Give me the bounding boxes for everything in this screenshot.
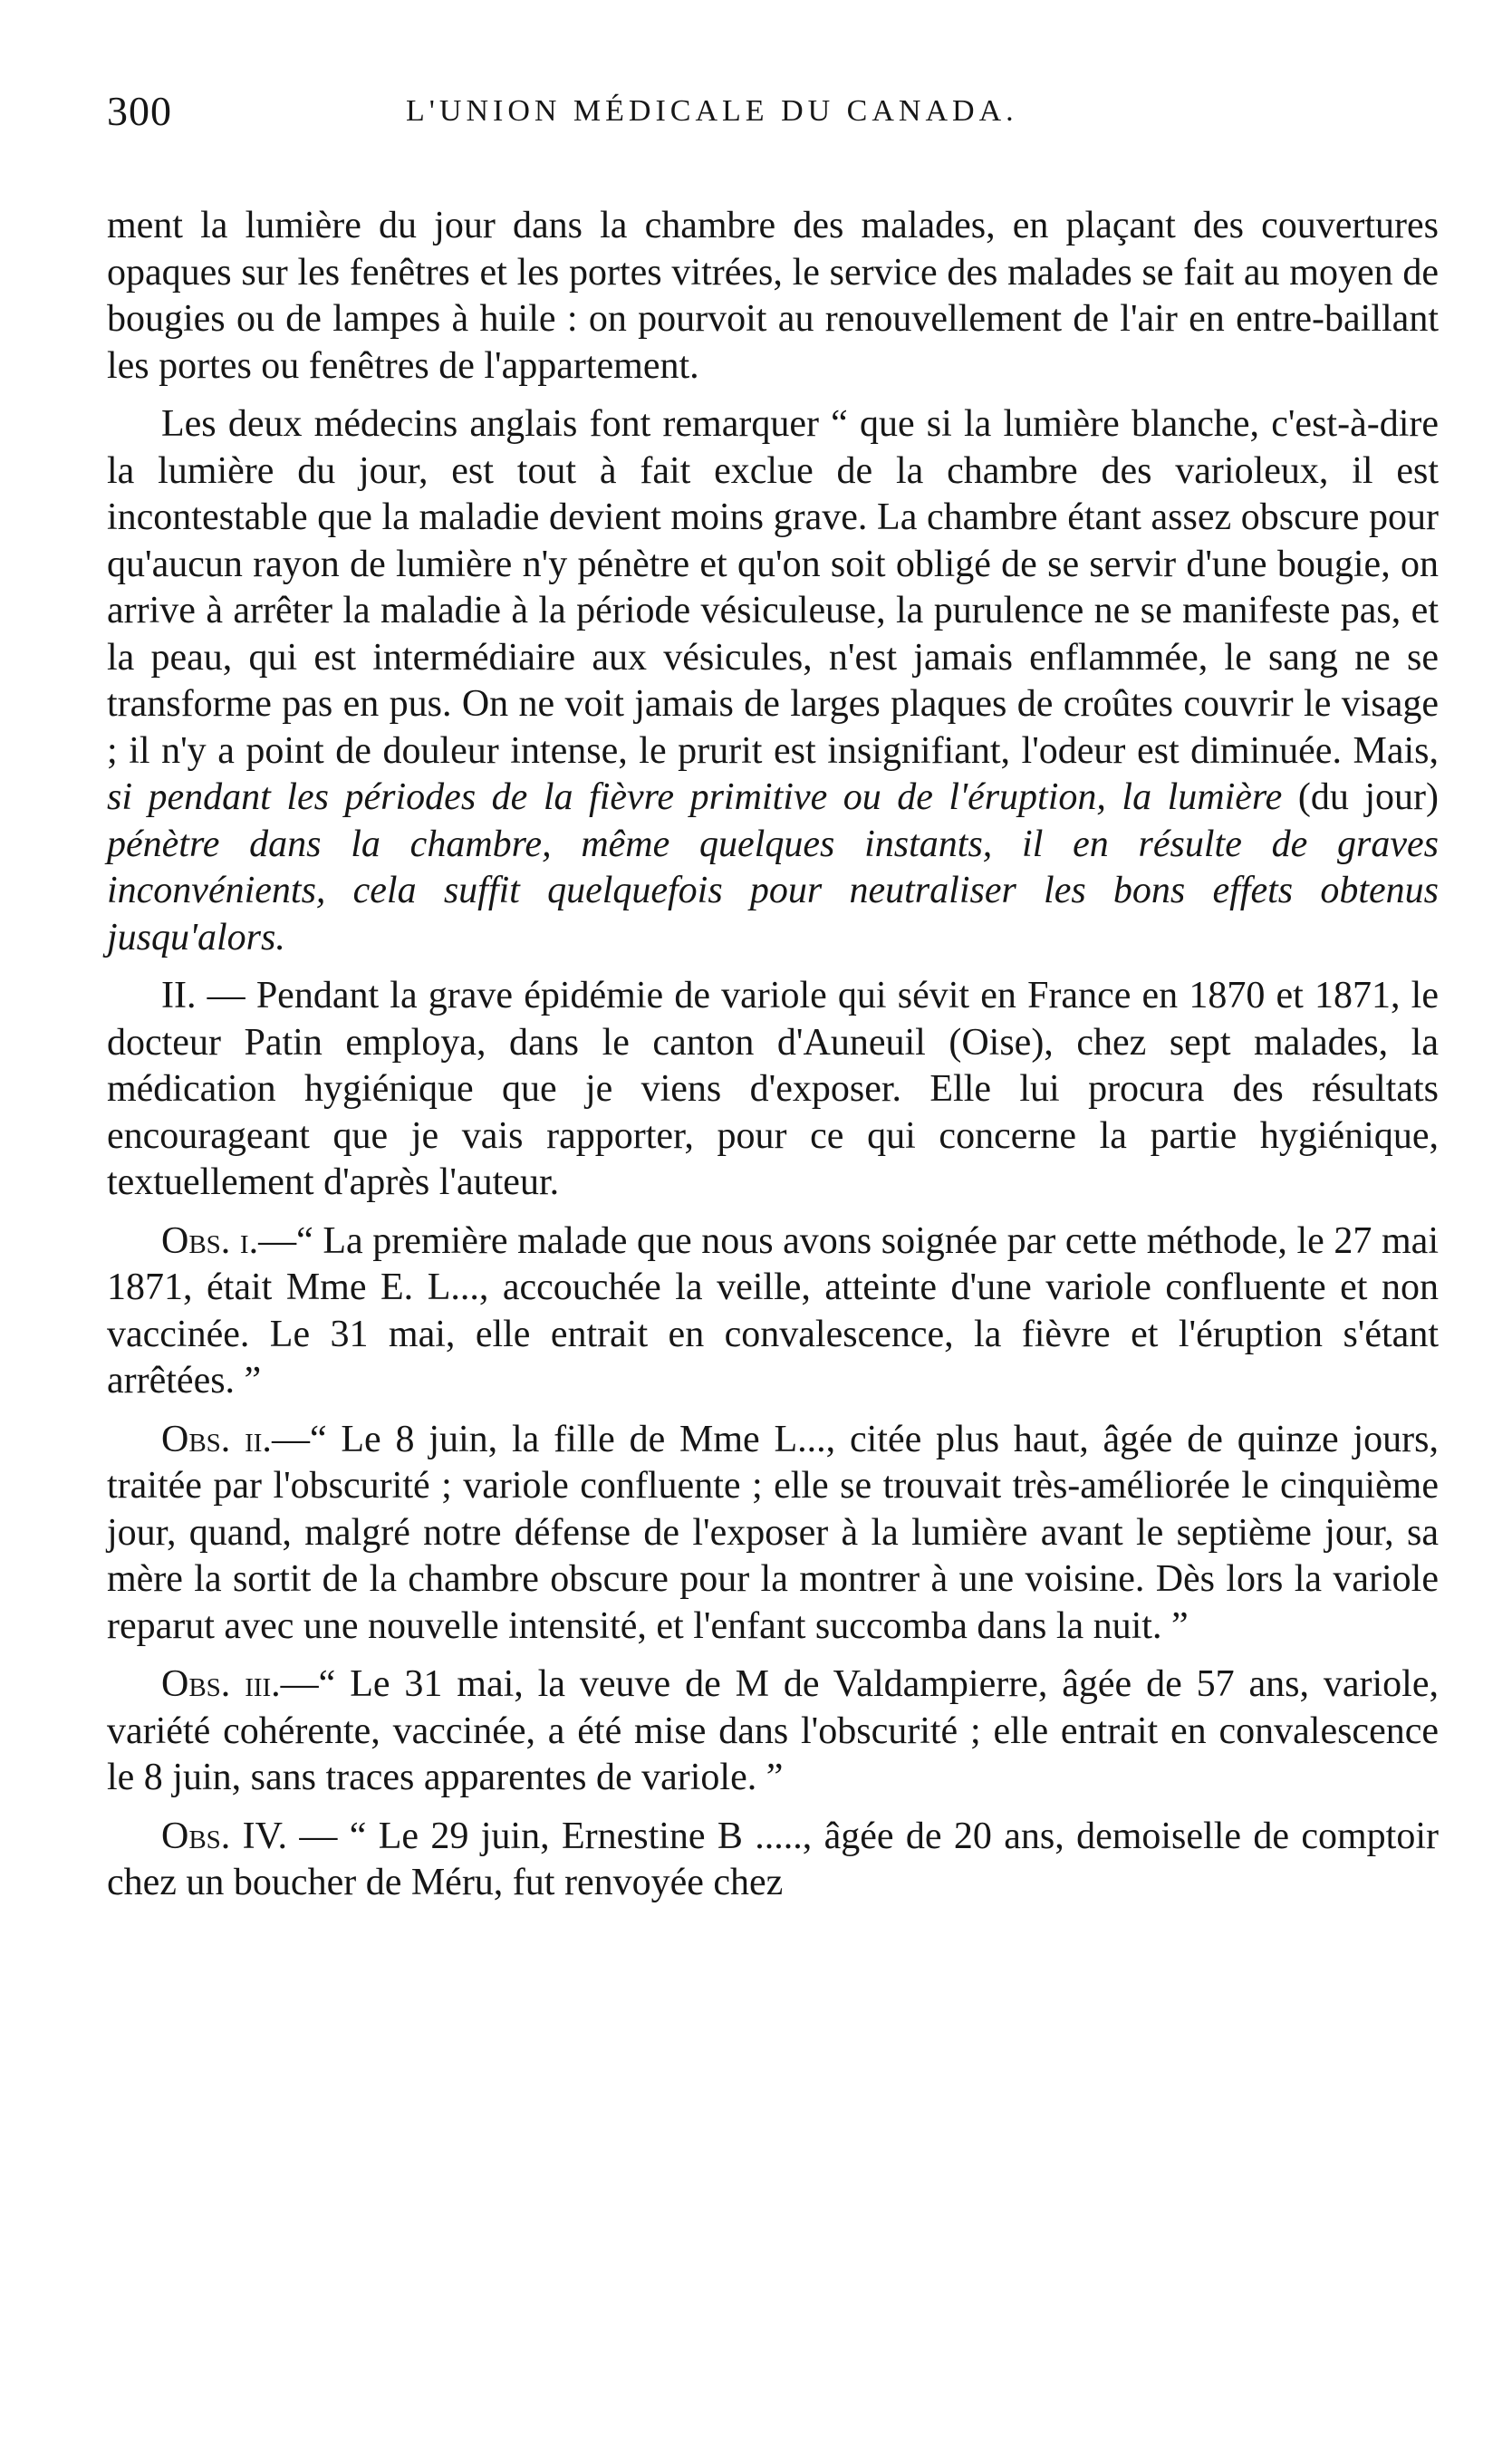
parenthetical-text: (du jour) <box>1297 776 1439 818</box>
article-body <box>107 203 1439 1907</box>
observation-4 <box>107 1814 1439 1907</box>
paragraph-text: II. — Pendant la grave épidémie de variole qui sévit en France en 1870 et 1871, le docteur Patin employa, dans le canton d'Auneuil (Oise), chez sept malades, la médication hygiénique que je viens d'exposer. Elle lui procura des résultats encourageant que je vais rapporter, pour ce qui concerne la partie hygiénique, textuellement d'après l'auteur. <box>107 975 1439 1203</box>
italic-passage: pénètre dans la chambre, même quelques instants, il en résulte de graves inconvénients, cela suffit quelquefois pour neutraliser les bons effets obtenus jusqu'alors. <box>107 823 1439 958</box>
observation-label: Obs. i. <box>161 1219 259 1262</box>
observation-2 <box>107 1417 1439 1651</box>
observation-text: —“ Le 31 mai, la veuve de M de Valdampierre, âgée de 57 ans, variole, variété cohérente, vaccinée, a été mise dans l'obscurité ; elle entrait en convalescence le 8 juin, sans traces apparentes de variole. ” <box>107 1663 1439 1798</box>
paragraph-text: ment la lumière du jour dans la chambre des malades, en plaçant des couvertures opaques sur les fenêtres et les portes vitrées, le service des malades se fait au moyen de bougies ou de lampes à huile : on pourvoit au renouvellement de l'air en entre-baillant les portes ou fenêtres de l'appartement. <box>107 205 1439 387</box>
observation-label: Obs. IV. <box>161 1815 288 1857</box>
observation-text: —“ La première malade que nous avons soignée par cette méthode, le 27 mai 1871, était Mme E. L..., accouchée la veille, atteinte d'une variole confluente et non vaccinée. Le 31 mai, elle entrait en convalescence, la fièvre et l'éruption s'étant arrêtées. ” <box>107 1219 1439 1401</box>
observation-label: Obs. iii. <box>161 1663 281 1705</box>
observation-text: — “ Le 29 juin, Ernestine B ....., âgée de 20 ans, demoiselle de comptoir chez un boucher de Méru, fut renvoyée chez <box>107 1815 1439 1903</box>
observation-text: —“ Le 8 juin, la fille de Mme L..., citée plus haut, âgée de quinze jours, traitée par l'obscurité ; variole confluente ; elle se trouvait très-améliorée le cinquième jour, quand, malgré notre défense de l'exposer à la lumière avant le septième jour, sa mère la sortit de la chambre obscure pour la montrer à une voisine. Dès lors la variole reparut avec une nouvelle intensité, et l'enfant succomba dans la nuit. ” <box>107 1418 1439 1647</box>
observation-1 <box>107 1218 1439 1405</box>
journal-page <box>107 87 1439 1907</box>
paragraph-english-physicians <box>107 401 1439 961</box>
paragraph-section-ii <box>107 973 1439 1207</box>
italic-passage: si pendant les périodes de la fièvre primitive ou de l'éruption, la lumière <box>107 776 1283 818</box>
journal-title: L'UNION MÉDICALE DU CANADA. <box>406 94 1018 128</box>
observation-3 <box>107 1661 1439 1802</box>
page-number: 300 <box>107 88 172 134</box>
paragraph-text: Les deux médecins anglais font remarquer “ que si la lumière blanche, c'est-à-dire la lumière du jour, est tout à fait exclue de la chambre des varioleux, il est incontestable que la maladie devient moins grave. La chambre étant assez obscure pour qu'aucun rayon de lumière n'y pénètre et qu'on soit obligé de se servir d'une bougie, on arrive à arrêter la maladie à la période vésiculeuse, la purulence ne se manifeste pas, et la peau, qui est intermédiaire aux vésicules, n'est jamais enflammée, le sang ne se transforme pas en pus. On ne voit jamais de larges plaques de croûtes couvrir le visage ; il n'y a point de douleur intense, le prurit est insignifiant, l'odeur est diminuée. Mais, <box>107 403 1439 772</box>
observation-label: Obs. ii. <box>161 1418 272 1460</box>
running-head <box>107 87 1439 150</box>
paragraph-continuation <box>107 203 1439 390</box>
